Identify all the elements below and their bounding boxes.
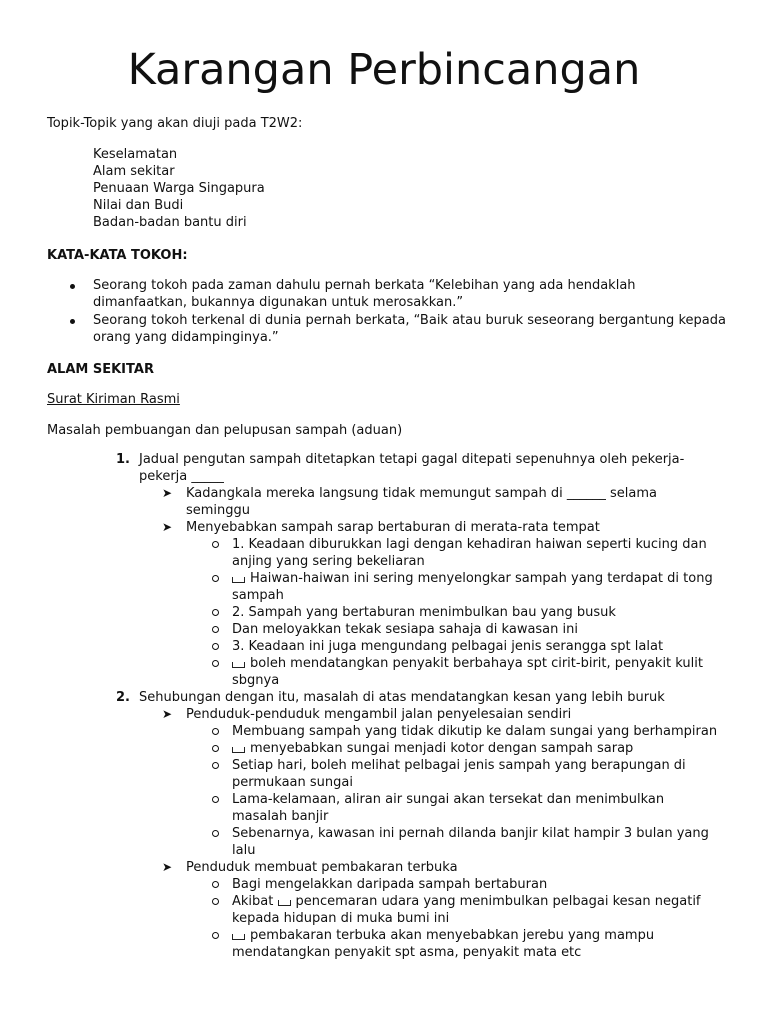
circle-bullet-icon xyxy=(212,626,219,633)
sub-point-text: pencemaran udara yang menimbulkan pelbagai kesan negatif kepada hidupan di muka bumi ini xyxy=(232,894,701,926)
arrow-bullet-icon: ➤ xyxy=(162,707,173,721)
sub-point xyxy=(0,791,722,825)
circle-bullet-icon xyxy=(212,830,219,837)
topic-item: Nilai dan Budi xyxy=(93,198,184,213)
blank-placeholder-icon xyxy=(232,747,245,753)
sub-point xyxy=(0,740,722,757)
circle-bullet-icon xyxy=(212,898,219,905)
sub-point xyxy=(0,536,722,570)
blank-placeholder-icon xyxy=(232,662,245,668)
circle-bullet-icon xyxy=(212,932,219,939)
topic-item: Penuaan Warga Singapura xyxy=(93,181,265,196)
circle-bullet-icon xyxy=(212,609,219,616)
kata-tokoh-heading: KATA-KATA TOKOH: xyxy=(47,248,188,263)
topic-item: Badan-badan bantu diri xyxy=(93,215,247,230)
arrow-point xyxy=(0,706,706,723)
blank-placeholder-icon xyxy=(232,934,245,940)
sub-point xyxy=(0,570,722,604)
sub-point-text: Haiwan-haiwan ini sering menyelongkar sampah yang terdapat di tong sampah xyxy=(232,571,713,603)
sub-point-text: Setiap hari, boleh melihat pelbagai jenis sampah yang berapungan di permukaan sungai xyxy=(232,758,686,790)
sub-point-text: menyebabkan sungai menjadi kotor dengan sampah sarap xyxy=(250,741,634,756)
item-number: 2. xyxy=(116,690,130,705)
sub-point-text: 2. Sampah yang bertaburan menimbulkan bau yang busuk xyxy=(232,605,616,620)
quote-text: Seorang tokoh pada zaman dahulu pernah berkata “Kelebihan yang ada hendaklah dimanfaatkan, bukannya digunakan untuk merosakkan.” xyxy=(93,278,636,310)
sub-point xyxy=(0,621,722,638)
arrow-point xyxy=(0,485,706,519)
sub-point xyxy=(0,638,722,655)
point-text: Kadangkala mereka langsung tidak memungut sampah di ______ selama seminggu xyxy=(186,486,657,518)
sub-point-text: Membuang sampah yang tidak dikutip ke dalam sungai yang berhampiran xyxy=(232,724,718,739)
point-text: Penduduk membuat pembakaran terbuka xyxy=(186,860,458,875)
page-title: Karangan Perbincangan xyxy=(127,45,641,95)
circle-bullet-icon xyxy=(212,660,219,667)
circle-bullet-icon xyxy=(212,881,219,888)
sub-point xyxy=(0,723,722,740)
arrow-point xyxy=(0,859,706,876)
arrow-point xyxy=(0,519,706,536)
sub-point-text: Sebenarnya, kawasan ini pernah dilanda banjir kilat hampir 3 bulan yang lalu xyxy=(232,826,709,858)
sub-point xyxy=(0,825,722,859)
numbered-item xyxy=(0,689,699,706)
point-text: Menyebabkan sampah sarap bertaburan di merata-rata tempat xyxy=(186,520,600,535)
intro-text: Topik-Topik yang akan diuji pada T2W2: xyxy=(47,116,303,131)
quote-item xyxy=(47,277,727,311)
circle-bullet-icon xyxy=(212,728,219,735)
sub-point-text: pembakaran terbuka akan menyebabkan jerebu yang mampu mendatangkan penyakit spt asma, penyakit mata etc xyxy=(232,928,655,960)
sub-point xyxy=(0,893,722,927)
item-text: Sehubungan dengan itu, masalah di atas mendatangkan kesan yang lebih buruk xyxy=(139,690,665,705)
sub-point xyxy=(0,655,722,689)
arrow-bullet-icon: ➤ xyxy=(162,520,173,534)
sub-point-prefix: Akibat xyxy=(232,894,274,909)
numbered-item xyxy=(0,451,699,485)
bullet-icon xyxy=(70,284,75,289)
circle-bullet-icon xyxy=(212,762,219,769)
sub-point xyxy=(0,757,722,791)
sub-point-text: 1. Keadaan diburukkan lagi dengan kehadiran haiwan seperti kucing dan anjing yang sering bekeliaran xyxy=(232,537,707,569)
surat-subtitle: Surat Kiriman Rasmi xyxy=(47,392,180,407)
point-text: Penduduk-penduduk mengambil jalan penyelesaian sendiri xyxy=(186,707,572,722)
sub-point-text: boleh mendatangkan penyakit berbahaya spt cirit-birit, penyakit kulit sbgnya xyxy=(232,656,703,688)
item-number: 1. xyxy=(116,452,130,467)
blank-placeholder-icon xyxy=(232,577,245,583)
circle-bullet-icon xyxy=(212,541,219,548)
arrow-bullet-icon: ➤ xyxy=(162,486,173,500)
circle-bullet-icon xyxy=(212,643,219,650)
sub-point xyxy=(0,927,722,961)
circle-bullet-icon xyxy=(212,575,219,582)
sub-point-text: 3. Keadaan ini juga mengundang pelbagai jenis serangga spt lalat xyxy=(232,639,664,654)
quote-list xyxy=(47,277,727,347)
bullet-icon xyxy=(70,319,75,324)
quote-item xyxy=(47,312,727,346)
topic-item: Alam sekitar xyxy=(93,164,175,179)
sub-point xyxy=(0,604,722,621)
masalah-topic: Masalah pembuangan dan pelupusan sampah (aduan) xyxy=(47,423,403,438)
blank-placeholder-icon xyxy=(278,900,291,906)
alam-sekitar-heading: ALAM SEKITAR xyxy=(47,362,154,377)
topic-list xyxy=(93,146,265,231)
sub-point xyxy=(0,876,722,893)
topic-item: Keselamatan xyxy=(93,147,178,162)
item-text: Jadual pengutan sampah ditetapkan tetapi gagal ditepati sepenuhnya oleh pekerja-pekerja _____ xyxy=(139,452,685,484)
circle-bullet-icon xyxy=(212,745,219,752)
sub-point-text: Dan meloyakkan tekak sesiapa sahaja di kawasan ini xyxy=(232,622,578,637)
arrow-bullet-icon: ➤ xyxy=(162,860,173,874)
essay-outline xyxy=(0,451,768,961)
quote-text: Seorang tokoh terkenal di dunia pernah berkata, “Baik atau buruk seseorang bergantung kepada orang yang didampinginya.” xyxy=(93,313,726,345)
circle-bullet-icon xyxy=(212,796,219,803)
sub-point-text: Bagi mengelakkan daripada sampah bertaburan xyxy=(232,877,548,892)
sub-point-text: Lama-kelamaan, aliran air sungai akan tersekat dan menimbulkan masalah banjir xyxy=(232,792,665,824)
